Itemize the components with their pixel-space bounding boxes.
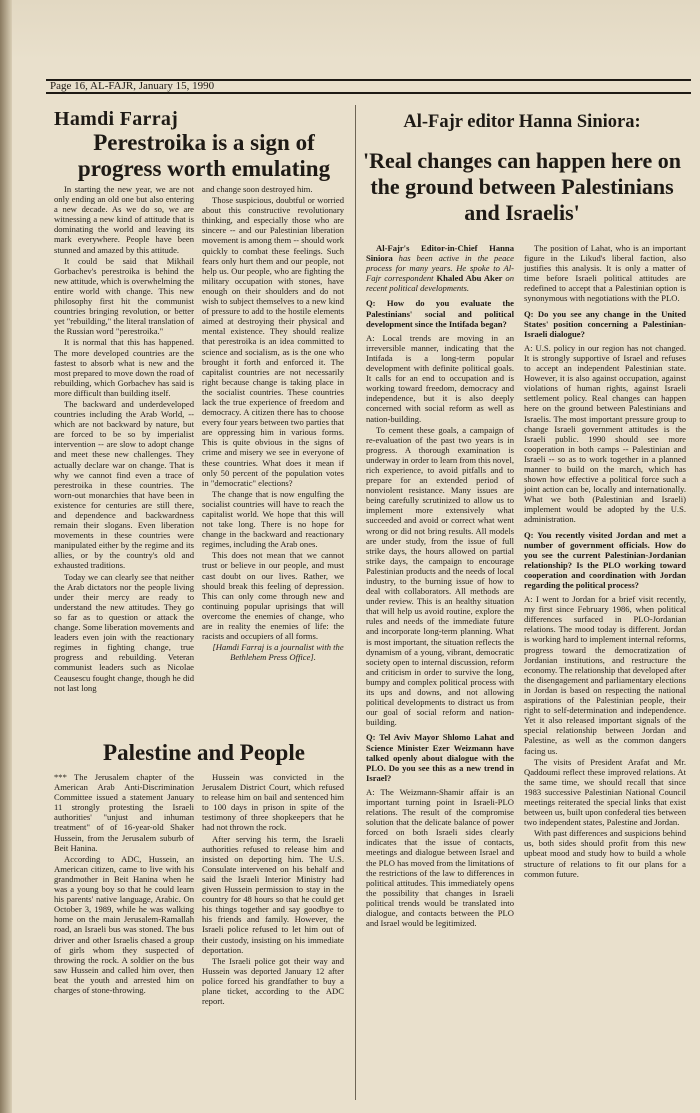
newspaper-page xyxy=(40,0,690,1113)
paragraph: and change soon destroyed him. xyxy=(202,184,313,194)
paragraph: The change that is now engulfing the socialist countries will have to reach the capitalist world. We hope that this will not take long. There is no hope for change in the backward and reactionary regimes, including the Arab ones. xyxy=(202,488,344,550)
paragraph: After serving his term, the Israeli authorities refused to release him and insisted on deporting him. The U.S. Consulate intervened on his behalf and said the Israeli Interior Ministry had given Hussein permission to stay in the country for 48 hours so that he could get his things together and say goodbye to his friends and family. However, the Israeli police refused to let him out of their custody, insisting on his immediate deportation. xyxy=(202,833,344,955)
question: Q: Do you see any change in the United States' position concerning a Palestinian-Israeli dialogue? xyxy=(524,308,686,339)
people-column-1 xyxy=(54,772,194,996)
question: Q: How do you evaluate the Palestinians' social and political development since the Intifada began? xyxy=(366,298,514,329)
answer: To cement these goals, a campaign of re-evaluation of the past two years is in progress. A thorough examination is underway in order to learn from this novel, rich experience, to avoid pitfalls and to prepare for an extended period of nonviolent resistance. Many issues are being carefully scrutinized to allow us to implement more extensively what succeeded and avoid or correct what went wrong or did not bring results. All models are under study, from the issue of full strike days, the hours allowed on partial strike days, the campaign to encourage Palestinian products and the needs of local industry, to the burning issue of how to deal with collaborators. All methods are under review. This is an healthy situation that will help us avoid routine, explore the rules and needs of the immediate future and incorporate long-term planning. What is most important, the situation reflects the dynamism of a young, vibrant, democratic society open to internal discussion, reform and criticism in order to survive the long, bumpy and complex political process with its ups and downs, and not allowing political developments to distract us from our goal of social reform and nation-building. xyxy=(366,424,514,728)
paragraph: The backward and underdeveloped countries including the Arab World, -- which are not backward by nature, but are forced to be so by imperialist intervention -- are slow to adopt change and meet these new challenges. They actually declare war on change. That is why we cannot find even a trace of perestroika in these countries. The worn-out monarchies that have been in existence for centuries are still there, and dependence and backwardness remain their slogans. Even liberation movements in these countries were manipulated either by the regime and its allies, or by the country's old and exhausted traditions. xyxy=(54,398,194,571)
intro-text: has been active in the peace process for many years. He spoke to Al-Fajr correspondent xyxy=(366,253,514,284)
answer: The visits of President Arafat and Mr. Qaddoumi reflect these improved relations. At the same time, we should recall that since 1983 successive Palestinian National Council meetings reiterated the special links that exist between us, built upon confederal ties between two independent states, Palestine and Jordan. xyxy=(524,756,686,828)
byline: Hamdi Farraj xyxy=(54,108,179,130)
paragraph: Today we can clearly see that neither the Arab dictators nor the people living under their mercy are ready to understand the new attitudes. They go so far as to question or attack the change. Some liberation movements and leaders even join with the reactionary regimes in fighting change, true progress and rebuilding. Veteran communist leaders such as Nicolae Ceausescu fought change, though he did not last long xyxy=(54,571,194,693)
paragraph: According to ADC, Hussein, an American citizen, came to live with his grandmother in Beit Hanina when he was a young boy so that he could learn his parents' native language, Arabic. On October 3, 1989, while he was walking home on the main Jerusalem-Ramallah road, an Israeli bus was stoned. The bus driver and other Israelis chased a group of girls whom they suspected of throwing the rock. A soldier on the bus saw Hussein and called him over, then beat the youth and arrested him on charges of stone-throwing. xyxy=(54,853,194,995)
answer: A: U.S. policy in our region has not changed. It is strongly supportive of Israel and refuses to accept an independent Palestinian state. However, it is also against occupation, against violations of human rights, against Israeli settlement policy. Real changes can happen here on the ground between Palestinians and Israelis. The most important pressure group to change Israeli government attitudes is the Israeli public. 1990 should see more cooperation in both camps -- Palestinian and Israeli -- so as to work together in a planned manner to build on the march, which has shown how effective a political force such a joint action can be, locally and internationally. What we both (Palestinian and Israeli) implement would be adopted by the U.S. administration. xyxy=(524,342,686,525)
paragraph: Hussein was convicted in the Jerusalem District Court, which refused to release him on bail and sentenced him to 100 days in prison in spite of the testimony of three shopkeepers that he had not thrown the rock. xyxy=(202,772,344,833)
paragraph: Those suspicious, doubtful or worried about this constructive revolutionary thinking, and especially those who are sincere -- and our Palestinian liberation movement is among them -- should work quickly to combat these feelings. Such fears only hurt them and our people, not help us. Our people, who are fighting the military occupation with stones, have enough on their shoulders and do not wish to subject themselves to a new kind of pressure to add to the hostile elements aimed at destroying their physical and mental existence. They should realize that perestroika is an idea committed to science and socialism, as is the one who brought it forth and enforced it. The capitalist countries are not necessarily right because change is taking place in the socialist countries. These countries lack the true experience of freedom and democracy. A citizen there has to choose every four years between two parties that are oppressing him in various forms. This is quite obvious in the signs of crime and misery we see in everyone of these countries. What does it mean if only 50 percent of the population votes in "democratic" elections? xyxy=(202,195,344,488)
paragraph: This does not mean that we cannot trust or believe in our people, and must cast doubt on our lives. Rather, we should break this feeling of depression. This can only come through new and continuing popular uprisings that will overcome the enemies of change, who are in reality the enemies of life: the racists and occupiers of all forms. xyxy=(202,550,344,642)
paragraph: In starting the new year, we are not only ending an old one but also entering a new decade. As we do so, we are witnessing a new kind of attitude that is dominating the world and leaving its mark everywhere. People have been stunned and amazed by this attitude. xyxy=(54,184,194,255)
column-divider xyxy=(355,105,356,1100)
scan-binding-edge xyxy=(0,0,12,1113)
interview-column-1 xyxy=(366,243,514,929)
perestroika-column-2 xyxy=(202,184,344,663)
answer: A: Local trends are moving in an irreversible manner, indicating that the Intifada is a long-term popular development with definite political goals. It calls for an end to occupation and is working toward freedom, democracy and independence, but it is also deeply concerned with social reform as well as nation-building. xyxy=(366,332,514,424)
intro-paragraph xyxy=(366,243,514,293)
headline-perestroika: Perestroika is a sign of progress worth emulating xyxy=(77,130,331,181)
question: Q: You recently visited Jordan and met a number of government officials. How do you see the current Palestinian-Jordanian relationship? Is the PLO working toward cooperation and coordination with Jordan regarding the political process? xyxy=(524,529,686,590)
page-header-text: Page 16, AL-FAJR, January 15, 1990 xyxy=(50,80,215,92)
paragraph: The Israeli police got their way and Hussein was deported January 12 after police forced his grandfather to buy a plane ticket, according to the ADC report. xyxy=(202,955,344,1007)
header-rule-bottom xyxy=(46,92,691,94)
intro-name-2: Khaled Abu Aker xyxy=(436,273,503,284)
answer: A: I went to Jordan for a brief visit recently, my first since February 1986, when political differences surfaced in PLO-Jordanian relations. The mood today is different. Jordan is working hard to implement internal reforms, progress toward the democratization of Jordanian institutions, and restructure the economy. The relationship that developed after the disengagement and parliamentary elections in Jordan is based on respecting the national aspirations of the Palestinian people, their right to self-determination and independence. Yet it also released important signals of the special relationship between Jordan and Palestine, as well as the common dangers facing us. xyxy=(524,594,686,756)
kicker-siniora: Al-Fajr editor Hanna Siniora: xyxy=(403,112,641,132)
answer: The position of Lahat, who is an important figure in the Likud's liberal faction, also justifies this analysis. It is only a matter of time before Israeli political attitudes are redefined to accept that a Palestinian option is synonymous with negotiations with the PLO. xyxy=(524,243,686,304)
paragraph: It could be said that Mikhail Gorbachev's perestroika is behind the new attitude, which is overwhelming the entire world with change. This new philosophy first hit the communist countries bringing revolution, or better yet "rebuilding," the literal translation of the Russian word "perestroika." xyxy=(54,255,194,337)
people-column-2 xyxy=(202,772,344,1007)
intro-name: Al-Fajr's Editor-in-Chief Hanna Siniora xyxy=(366,243,514,264)
paragraph: It is normal that this has happened. The more developed countries are the fastest to absorb what is new and the most prepared to move down the road of rebuilding, which Gorbachev has said is more difficult than building itself. xyxy=(54,337,194,398)
question: Q: Tel Aviv Mayor Shlomo Lahat and Science Minister Ezer Weizmann have talked openly about dialogue with the PLO. Do you see this as a new trend in Israel? xyxy=(366,732,514,783)
perestroika-column-1 xyxy=(54,184,194,694)
intro-end: on recent political developments. xyxy=(366,273,514,294)
paragraph: *** The Jerusalem chapter of the American Arab Anti-Discrimination Committee issued a statement January 11 strongly protesting the Israeli authorities' "unjust and inhuman treatment" of of 16-year-old Shaker Hussein, from the Jerusalem suburb of Beit Hanina. xyxy=(54,772,194,853)
answer: With past differences and suspicions behind us, both sides should profit from this new upbeat mood and study how to build a whole structure of relations to fit our plans for a common future. xyxy=(524,828,686,879)
headline-real-changes: 'Real changes can happen here on the ground between Palestinians and Israelis' xyxy=(362,148,681,225)
headline-palestine-and-people: Palestine and People xyxy=(103,740,305,765)
answer: A: The Weizmann-Shamir affair is an important turning point in Israeli-PLO relations. The result of the compromise solution that the delicate balance of power forced on both Israeli sides clearly indicates that the issue of contacts, meetings and dialogue between Israel and the PLO has moved from the limitations of the restrictions of the law to differences in political attitudes. This immediately opens the possibility that changes in Israeli political trends would be translated into dialogue, and contacts between the PLO and Israel would be legitimized. xyxy=(366,786,514,929)
author-credit: [Hamdi Farraj is a journalist with the Bethlehem Press Office]. xyxy=(212,642,344,663)
interview-column-2 xyxy=(524,243,686,880)
